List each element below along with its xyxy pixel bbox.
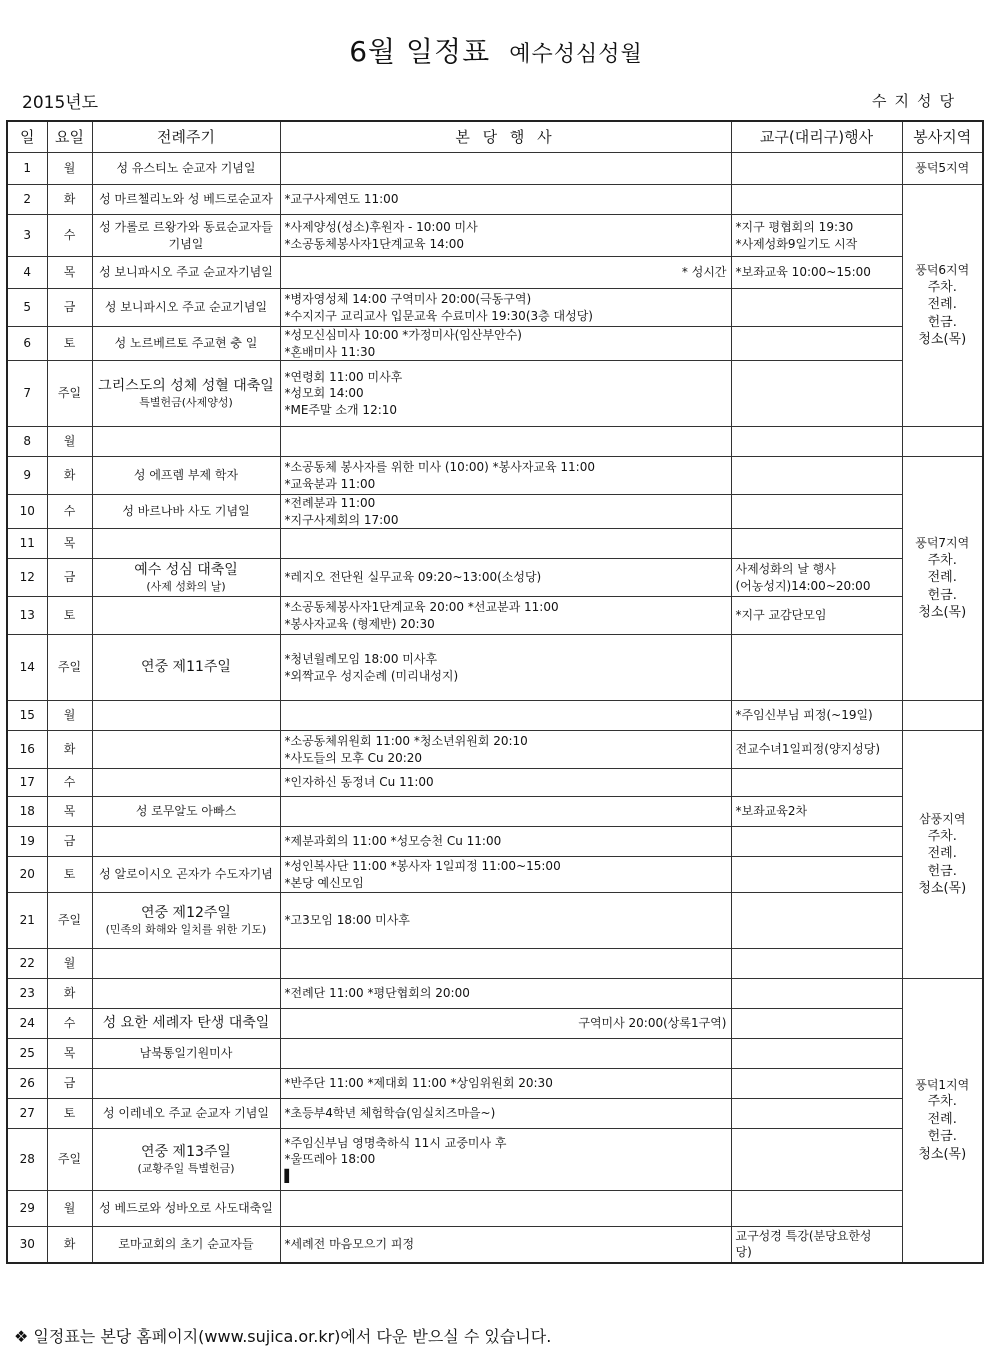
day-cell: 23	[7, 979, 47, 1009]
weekday-cell: 월	[47, 427, 92, 457]
weekday-cell: 화	[47, 457, 92, 495]
text-line: *전례분과 11:00	[284, 496, 376, 511]
parish-event-cell	[280, 1009, 731, 1039]
text-line: 성 보니파시오 주교 순교기념일	[104, 300, 268, 315]
day-cell: 19	[7, 827, 47, 857]
diocese-event-cell	[731, 257, 902, 289]
weekday-cell: 토	[47, 597, 92, 635]
col-header-service-area: 봉사지역	[902, 121, 983, 153]
table-row	[7, 1009, 983, 1039]
service-area-cell	[902, 979, 983, 1263]
liturgy-cell	[92, 1009, 280, 1039]
year-label: 2015년도	[22, 93, 99, 113]
table-row	[7, 949, 983, 979]
text-line: *성모신심미사 10:00 *가정미사(임산부안수)	[284, 328, 522, 343]
text-line: 전교수녀1일피정(양지성당)	[735, 742, 881, 757]
weekday-cell: 월	[47, 949, 92, 979]
day-cell: 22	[7, 949, 47, 979]
text-line: *외짝교우 성지순례 (미리내성지)	[284, 668, 459, 683]
liturgy-cell	[92, 701, 280, 731]
text-line: *지구 교감단모임	[735, 608, 827, 623]
weekday-cell: 화	[47, 185, 92, 215]
schedule-body	[7, 153, 983, 1263]
weekday-cell: 목	[47, 257, 92, 289]
text-line: 헌금.	[927, 863, 957, 879]
table-row	[7, 597, 983, 635]
liturgy-cell	[92, 827, 280, 857]
text-line: *봉사자교육 (형제반) 20:30	[284, 616, 435, 631]
text-line: 헌금.	[927, 587, 957, 603]
text-line: *ME주말 소개 12:10	[284, 402, 398, 417]
parish-event-cell	[280, 797, 731, 827]
table-row	[7, 559, 983, 597]
weekday-cell: 주일	[47, 361, 92, 427]
liturgy-cell	[92, 427, 280, 457]
text-line: 로마교회의 초기 순교자들	[118, 1237, 254, 1252]
table-row	[7, 1191, 983, 1227]
text-line: 전례.	[927, 570, 957, 586]
weekday-cell: 금	[47, 1069, 92, 1099]
schedule-table	[6, 120, 984, 1264]
parish-event-cell	[280, 185, 731, 215]
day-cell: 30	[7, 1227, 47, 1263]
liturgy-cell	[92, 185, 280, 215]
text-line: *전례단 11:00 *평단협회의 20:00	[284, 986, 470, 1001]
weekday-cell: 목	[47, 1039, 92, 1069]
day-cell: 27	[7, 1099, 47, 1129]
text-line: 전례.	[927, 297, 957, 313]
text-line: 성 유스티노 순교자 기념일	[116, 161, 256, 176]
text-line: 풍덕6지역	[915, 263, 970, 278]
diocese-event-cell	[731, 1191, 902, 1227]
diocese-event-cell	[731, 979, 902, 1009]
text-line: 성 가롤로 르왕가와 동료	[99, 220, 227, 235]
diocese-event-cell	[731, 731, 902, 769]
text-line: 성 알로이시오 곤자가 수도자기념	[99, 867, 273, 882]
day-cell: 29	[7, 1191, 47, 1227]
weekday-cell: 월	[47, 1191, 92, 1227]
text-line: 연중 제12주일	[141, 904, 231, 921]
text-line: 청소(목)	[918, 605, 967, 621]
text-line: *지구 평협회의 19:30	[735, 220, 854, 235]
text-line: 순교자들 기념일	[168, 220, 273, 251]
weekday-cell: 수	[47, 215, 92, 257]
diocese-event-cell	[731, 827, 902, 857]
text-line: 청소(목)	[918, 881, 967, 897]
diocese-event-cell	[731, 1129, 902, 1191]
text-line: 연중 제13주일	[141, 1143, 231, 1160]
diocese-event-cell	[731, 769, 902, 797]
text-line: (사제 성화의 날)	[146, 579, 226, 593]
header-row	[7, 121, 983, 153]
table-row	[7, 893, 983, 949]
diocese-event-cell	[731, 559, 902, 597]
diocese-event-cell	[731, 1069, 902, 1099]
parish-event-cell	[280, 1227, 731, 1263]
text-line: *반주단 11:00 *제대회 11:00 *상임위원회 20:30	[284, 1076, 553, 1091]
table-row	[7, 979, 983, 1009]
text-line: 구역미사 20:00(상록1구역)	[578, 1016, 727, 1031]
text-line: *수지지구 교리교사 입문교육 수료미사 19:30(3층 대성당)	[284, 308, 593, 323]
diocese-event-cell	[731, 797, 902, 827]
parish-event-cell	[280, 635, 731, 701]
parish-event-cell	[280, 769, 731, 797]
text-line: ▌	[284, 1168, 294, 1183]
parish-name: 수지성당	[872, 92, 962, 110]
day-cell: 14	[7, 635, 47, 701]
liturgy-cell	[92, 1129, 280, 1191]
text-line: 기념일	[238, 265, 273, 280]
liturgy-cell	[92, 457, 280, 495]
text-line: 풍덕5지역	[915, 161, 970, 176]
page-subtitle: 예수성심성월	[509, 42, 643, 67]
text-line: *성모회 14:00	[284, 386, 364, 401]
table-row	[7, 1039, 983, 1069]
footer-note: ❖ 일정표는 본당 홈페이지(www.sujica.or.kr)에서 다운 받으실 수 있습니다.	[14, 1327, 552, 1346]
liturgy-cell	[92, 257, 280, 289]
text-line: 성 에프렘 부제 학자	[133, 468, 239, 483]
text-line: *울뜨레아 18:00	[284, 1152, 376, 1167]
parish-event-cell	[280, 361, 731, 427]
text-line: (어농성지)14:00~20:00	[735, 578, 871, 593]
text-line: 예수 성심 대축일	[134, 561, 238, 578]
weekday-cell: 목	[47, 529, 92, 559]
day-cell: 5	[7, 289, 47, 327]
day-cell: 8	[7, 427, 47, 457]
day-cell: 17	[7, 769, 47, 797]
table-row	[7, 1227, 983, 1263]
liturgy-cell	[92, 731, 280, 769]
parish-event-cell	[280, 597, 731, 635]
text-line: 대축일	[238, 1201, 273, 1216]
table-row	[7, 635, 983, 701]
page-title: 6월 일정표	[349, 35, 491, 68]
liturgy-cell	[92, 327, 280, 361]
day-cell: 7	[7, 361, 47, 427]
col-header-weekday: 요일	[47, 121, 92, 153]
text-line: 그리스도의 성체 성혈 대축일	[98, 377, 274, 394]
parish-event-cell	[280, 1191, 731, 1227]
liturgy-cell	[92, 1227, 280, 1263]
table-row	[7, 797, 983, 827]
parish-event-cell	[280, 827, 731, 857]
text-line: 성 보니파시오 주교 순교자	[99, 265, 239, 280]
text-line: *사제양성(성소)후원자 - 10:00 미사	[284, 220, 478, 235]
text-line: 청소(목)	[918, 332, 967, 348]
text-line: 주차.	[927, 552, 957, 568]
liturgy-cell	[92, 1039, 280, 1069]
day-cell: 16	[7, 731, 47, 769]
text-line: *혼배미사 11:30	[284, 344, 376, 359]
weekday-cell: 목	[47, 797, 92, 827]
text-line: 특별헌금(사제양성)	[139, 395, 233, 409]
text-line: 청소(목)	[918, 1146, 967, 1162]
text-line: 성 마르첼리노와 성 베드로순교자	[99, 192, 273, 207]
text-line: *레지오 전단원 실무교육 09:20~13:00(소성당)	[284, 570, 542, 585]
table-row	[7, 827, 983, 857]
text-line: 삼풍지역	[919, 812, 966, 827]
parish-event-cell	[280, 949, 731, 979]
liturgy-cell	[92, 979, 280, 1009]
diocese-event-cell	[731, 635, 902, 701]
diocese-event-cell	[731, 361, 902, 427]
day-cell: 9	[7, 457, 47, 495]
parish-event-cell	[280, 701, 731, 731]
text-line: (교황주일 특별헌금)	[137, 1161, 235, 1175]
text-line: *교구사제연도 11:00	[284, 192, 399, 207]
parish-event-cell	[280, 289, 731, 327]
table-row	[7, 361, 983, 427]
weekday-cell: 수	[47, 495, 92, 529]
day-cell: 3	[7, 215, 47, 257]
weekday-cell: 월	[47, 701, 92, 731]
page-title-block	[0, 30, 992, 70]
day-cell: 15	[7, 701, 47, 731]
table-row	[7, 701, 983, 731]
text-line: *성인복사단 11:00 *봉사자 1일피정 11:00~15:00	[284, 859, 561, 874]
text-line: *보좌교육 10:00~15:00	[735, 265, 871, 280]
table-row	[7, 185, 983, 215]
parish-event-cell	[280, 893, 731, 949]
table-row	[7, 289, 983, 327]
weekday-cell: 화	[47, 979, 92, 1009]
col-header-diocese-events: 교구(대리구)행사	[731, 121, 902, 153]
text-line: 성 이레네오 주교 순교자 기념일	[103, 1106, 269, 1121]
text-line: 주차.	[927, 279, 957, 295]
text-line: * 성시간	[681, 265, 727, 280]
text-line: *연령회 11:00 미사후	[284, 370, 403, 385]
parish-event-cell	[280, 153, 731, 185]
text-line: *소공동체봉사자1단계교육 14:00	[284, 236, 465, 251]
col-header-liturgy: 전례주기	[92, 121, 280, 153]
col-header-parish-events: 본 당 행 사	[280, 121, 731, 153]
liturgy-cell	[92, 1191, 280, 1227]
weekday-cell: 금	[47, 289, 92, 327]
weekday-cell: 수	[47, 1009, 92, 1039]
text-line: 성 요한 세례자 탄생 대축일	[102, 1015, 270, 1032]
service-area-cell	[902, 185, 983, 427]
weekday-cell: 금	[47, 827, 92, 857]
day-cell: 24	[7, 1009, 47, 1039]
text-line: 교구성경 특강(분당요한성	[735, 1229, 872, 1244]
diocese-event-cell	[731, 1009, 902, 1039]
service-area-cell	[902, 153, 983, 185]
text-line: *주임신부님 피정(~19일)	[735, 708, 873, 723]
parish-event-cell	[280, 559, 731, 597]
text-line: 연중 제11주일	[141, 659, 231, 676]
text-line: 헌금.	[927, 314, 957, 330]
text-line: *지구사제회의 17:00	[284, 512, 399, 527]
text-line: 성 바르나바 사도 기념일	[122, 504, 250, 519]
day-cell: 2	[7, 185, 47, 215]
parish-event-cell	[280, 495, 731, 529]
liturgy-cell	[92, 495, 280, 529]
weekday-cell: 주일	[47, 1129, 92, 1191]
liturgy-cell	[92, 559, 280, 597]
text-line: 풍덕1지역	[915, 1078, 970, 1093]
text-line: 당)	[735, 1245, 752, 1260]
day-cell: 1	[7, 153, 47, 185]
day-cell: 11	[7, 529, 47, 559]
diocese-event-cell	[731, 289, 902, 327]
liturgy-cell	[92, 153, 280, 185]
text-line: *초등부4학년 체험학습(임실치즈마을~)	[284, 1106, 496, 1121]
text-line: 전례.	[927, 846, 957, 862]
parish-event-cell	[280, 731, 731, 769]
table-row	[7, 1099, 983, 1129]
weekday-cell: 수	[47, 769, 92, 797]
diocese-event-cell	[731, 529, 902, 559]
day-cell: 6	[7, 327, 47, 361]
text-line: *제분과회의 11:00 *성모승천 Cu 11:00	[284, 834, 502, 849]
text-line: 전례.	[927, 1111, 957, 1127]
weekday-cell: 화	[47, 1227, 92, 1263]
table-row	[7, 153, 983, 185]
parish-event-cell	[280, 529, 731, 559]
diocese-event-cell	[731, 327, 902, 361]
weekday-cell: 토	[47, 1099, 92, 1129]
table-row	[7, 495, 983, 529]
parish-event-cell	[280, 1129, 731, 1191]
day-cell: 25	[7, 1039, 47, 1069]
liturgy-cell	[92, 215, 280, 257]
parish-event-cell	[280, 427, 731, 457]
diocese-event-cell	[731, 153, 902, 185]
parish-event-cell	[280, 1069, 731, 1099]
table-row	[7, 857, 983, 893]
text-line: 남북통일기원미사	[139, 1046, 233, 1061]
diocese-event-cell	[731, 597, 902, 635]
weekday-cell: 금	[47, 559, 92, 597]
text-line: 성 베드로와 성바오로 사도	[99, 1201, 239, 1216]
table-row	[7, 215, 983, 257]
text-line: (민족의 화해와 일치를 위한 기도)	[105, 922, 267, 936]
parish-event-cell	[280, 457, 731, 495]
liturgy-cell	[92, 289, 280, 327]
text-line: *사도들의 모후 Cu 20:20	[284, 750, 423, 765]
day-cell: 4	[7, 257, 47, 289]
text-line: 사제성화의 날 행사	[735, 562, 836, 577]
liturgy-cell	[92, 361, 280, 427]
text-line: *청년월례모임 18:00 미사후	[284, 652, 438, 667]
table-row	[7, 529, 983, 559]
day-cell: 20	[7, 857, 47, 893]
text-line: 풍덕7지역	[915, 536, 970, 551]
liturgy-cell	[92, 1069, 280, 1099]
weekday-cell: 주일	[47, 635, 92, 701]
parish-event-cell	[280, 215, 731, 257]
diocese-event-cell	[731, 1039, 902, 1069]
text-line: *주임신부님 영명축하식 11시 교중미사 후	[284, 1136, 507, 1151]
diocese-event-cell	[731, 457, 902, 495]
liturgy-cell	[92, 949, 280, 979]
diocese-event-cell	[731, 1099, 902, 1129]
text-line: *소공동체 봉사자를 위한 미사 (10:00) *봉사자교육 11:00	[284, 460, 595, 475]
text-line: *사제성화9일기도 시작	[735, 236, 858, 251]
text-line: 주차.	[927, 828, 957, 844]
table-row	[7, 731, 983, 769]
weekday-cell: 토	[47, 327, 92, 361]
diocese-event-cell	[731, 495, 902, 529]
text-line: *본당 예신모임	[284, 875, 364, 890]
liturgy-cell	[92, 769, 280, 797]
weekday-cell: 주일	[47, 893, 92, 949]
service-area-cell	[902, 731, 983, 979]
day-cell: 26	[7, 1069, 47, 1099]
day-cell: 10	[7, 495, 47, 529]
diocese-event-cell	[731, 1227, 902, 1263]
diocese-event-cell	[731, 701, 902, 731]
parish-event-cell	[280, 857, 731, 893]
day-cell: 13	[7, 597, 47, 635]
text-line: 헌금.	[927, 1129, 957, 1145]
text-line: 성 로무알도 아빠스	[135, 804, 237, 819]
diocese-event-cell	[731, 427, 902, 457]
text-line: 성 노르베르토 주교	[114, 336, 215, 351]
table-row	[7, 257, 983, 289]
day-cell: 28	[7, 1129, 47, 1191]
diocese-event-cell	[731, 949, 902, 979]
diocese-event-cell	[731, 857, 902, 893]
table-row	[7, 327, 983, 361]
table-row	[7, 1129, 983, 1191]
text-line: *소공동체봉사자1단계교육 20:00 *선교분과 11:00	[284, 600, 559, 615]
table-row	[7, 457, 983, 495]
liturgy-cell	[92, 893, 280, 949]
table-row	[7, 1069, 983, 1099]
parish-event-cell	[280, 327, 731, 361]
text-line: 현 충 일	[214, 336, 258, 351]
text-line: 주차.	[927, 1094, 957, 1110]
text-line: *고3모임 18:00 미사후	[284, 913, 410, 928]
liturgy-cell	[92, 529, 280, 559]
weekday-cell: 화	[47, 731, 92, 769]
text-line: *인자하신 동정녀 Cu 11:00	[284, 775, 434, 790]
diocese-event-cell	[731, 893, 902, 949]
day-cell: 18	[7, 797, 47, 827]
col-header-day: 일	[7, 121, 47, 153]
liturgy-cell	[92, 857, 280, 893]
parish-event-cell	[280, 979, 731, 1009]
table-row	[7, 427, 983, 457]
liturgy-cell	[92, 597, 280, 635]
liturgy-cell	[92, 635, 280, 701]
liturgy-cell	[92, 797, 280, 827]
parish-event-cell	[280, 1039, 731, 1069]
weekday-cell: 월	[47, 153, 92, 185]
day-cell: 21	[7, 893, 47, 949]
weekday-cell: 토	[47, 857, 92, 893]
table-row	[7, 769, 983, 797]
diocese-event-cell	[731, 185, 902, 215]
text-line: *교육분과 11:00	[284, 476, 376, 491]
parish-event-cell	[280, 257, 731, 289]
diocese-event-cell	[731, 215, 902, 257]
text-line: *병자영성체 14:00 구역미사 20:00(극동구역)	[284, 292, 532, 307]
text-line: *보좌교육2차	[735, 804, 808, 819]
text-line: *소공동체위원회 11:00 *청소년위원회 20:10	[284, 734, 528, 749]
text-line: *세례전 마음모으기 피정	[284, 1237, 415, 1252]
parish-event-cell	[280, 1099, 731, 1129]
day-cell: 12	[7, 559, 47, 597]
service-area-cell	[902, 457, 983, 701]
liturgy-cell	[92, 1099, 280, 1129]
